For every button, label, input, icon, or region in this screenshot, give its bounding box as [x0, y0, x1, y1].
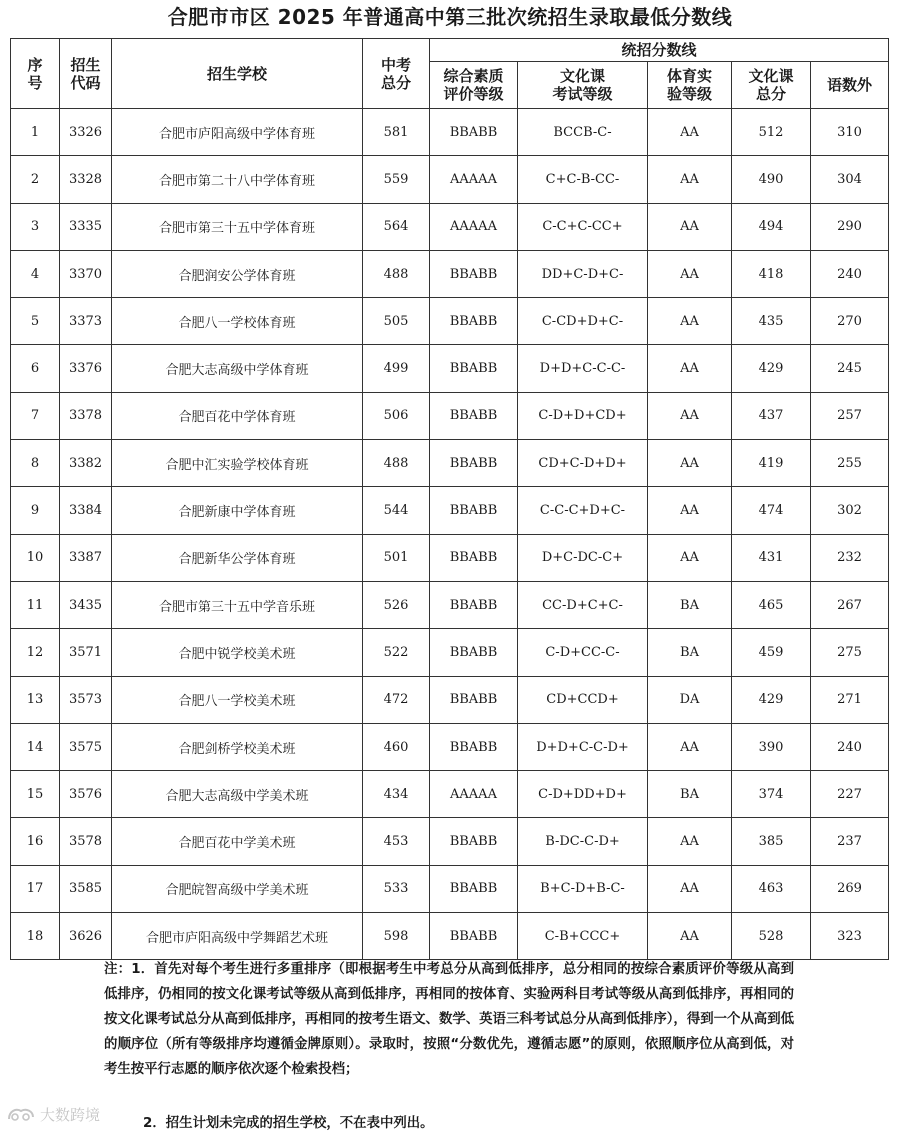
cell-total: 544 — [363, 487, 430, 534]
header-code: 招生 代码 — [60, 39, 112, 109]
cell-culture-total: 463 — [732, 865, 811, 912]
cell-culture-total: 419 — [732, 440, 811, 487]
cell-eval: AAAAA — [430, 771, 518, 818]
cell-seq: 18 — [11, 913, 60, 960]
cell-exam: B-DC-C-D+ — [518, 818, 648, 865]
cell-eval: BBABB — [430, 487, 518, 534]
cell-code: 3326 — [60, 109, 112, 156]
cell-cme: 232 — [811, 534, 889, 581]
cell-school: 合肥中汇实验学校体育班 — [112, 440, 363, 487]
cell-culture-total: 494 — [732, 203, 811, 250]
cell-cme: 245 — [811, 345, 889, 392]
cell-total: 522 — [363, 629, 430, 676]
table-row — [11, 487, 889, 534]
cell-pe: AA — [648, 723, 732, 770]
cell-code: 3571 — [60, 629, 112, 676]
cell-school: 合肥大志高级中学体育班 — [112, 345, 363, 392]
cell-eval: BBABB — [430, 392, 518, 439]
cell-exam: BCCB-C- — [518, 109, 648, 156]
header-eval: 综合素质 评价等级 — [430, 62, 518, 109]
cell-school: 合肥剑桥学校美术班 — [112, 723, 363, 770]
cell-eval: BBABB — [430, 629, 518, 676]
cell-code: 3575 — [60, 723, 112, 770]
cell-eval: BBABB — [430, 913, 518, 960]
cell-pe: AA — [648, 913, 732, 960]
table-row — [11, 440, 889, 487]
cell-seq: 3 — [11, 203, 60, 250]
table-row — [11, 865, 889, 912]
cell-pe: AA — [648, 865, 732, 912]
cell-eval: BBABB — [430, 109, 518, 156]
cell-code: 3573 — [60, 676, 112, 723]
table-row — [11, 534, 889, 581]
cell-seq: 7 — [11, 392, 60, 439]
cell-seq: 6 — [11, 345, 60, 392]
cell-pe: AA — [648, 392, 732, 439]
cell-total: 488 — [363, 250, 430, 297]
cell-total: 453 — [363, 818, 430, 865]
cell-seq: 14 — [11, 723, 60, 770]
cell-seq: 16 — [11, 818, 60, 865]
table-row — [11, 392, 889, 439]
cell-total: 501 — [363, 534, 430, 581]
cell-code: 3335 — [60, 203, 112, 250]
cell-total: 488 — [363, 440, 430, 487]
cell-code: 3435 — [60, 581, 112, 628]
cell-culture-total: 385 — [732, 818, 811, 865]
cell-cme: 275 — [811, 629, 889, 676]
cell-seq: 1 — [11, 109, 60, 156]
cell-exam: C-D+DD+D+ — [518, 771, 648, 818]
table-row — [11, 771, 889, 818]
cell-pe: AA — [648, 203, 732, 250]
cell-school: 合肥新康中学体育班 — [112, 487, 363, 534]
cell-cme: 269 — [811, 865, 889, 912]
note-2: 2．招生计划未完成的招生学校，不在表中列出。 — [143, 1116, 434, 1131]
table-row — [11, 913, 889, 960]
watermark — [6, 1104, 100, 1125]
cell-total: 564 — [363, 203, 430, 250]
cell-school: 合肥润安公学体育班 — [112, 250, 363, 297]
cell-exam: C-C-C+D+C- — [518, 487, 648, 534]
table-row — [11, 629, 889, 676]
table-row — [11, 581, 889, 628]
header-school: 招生学校 — [112, 39, 363, 109]
cell-eval: BBABB — [430, 865, 518, 912]
cell-school: 合肥百花中学美术班 — [112, 818, 363, 865]
cell-seq: 4 — [11, 250, 60, 297]
cell-total: 581 — [363, 109, 430, 156]
cell-cme: 271 — [811, 676, 889, 723]
cell-seq: 11 — [11, 581, 60, 628]
cell-total: 598 — [363, 913, 430, 960]
cell-culture-total: 431 — [732, 534, 811, 581]
header-pe: 体育实 验等级 — [648, 62, 732, 109]
cell-exam: CC-D+C+C- — [518, 581, 648, 628]
cell-culture-total: 429 — [732, 345, 811, 392]
cell-code: 3382 — [60, 440, 112, 487]
cell-school: 合肥市第三十五中学音乐班 — [112, 581, 363, 628]
cell-culture-total: 512 — [732, 109, 811, 156]
cell-culture-total: 429 — [732, 676, 811, 723]
cell-code: 3373 — [60, 298, 112, 345]
header-total: 中考 总分 — [363, 39, 430, 109]
cell-total: 533 — [363, 865, 430, 912]
note-1: 注：1．首先对每个考生进行多重排序（即根据考生中考总分从高到低排序，总分相同的按综合素质评价等级从高到低排序，仍相同的按文化课考试等级从高到低排序，再相同的按体育、实验两科目考试等级从高到低排序，再相同的按文化课考试总分从高到低排序，再相同的按考生语文、数学、英语三科考试总分从高到低排序），得到一个从高到低的顺序位（所有等级排序均遵循金牌原则）。录取时，按照“分数优先，遵循志愿”的原则，依照顺序位从高到低，对考生按平行志愿的顺序依次逐个检索投档； — [104, 962, 794, 1077]
cell-exam: CD+CCD+ — [518, 676, 648, 723]
cell-school: 合肥八一学校体育班 — [112, 298, 363, 345]
cell-code: 3585 — [60, 865, 112, 912]
cell-eval: AAAAA — [430, 203, 518, 250]
cell-pe: DA — [648, 676, 732, 723]
cell-school: 合肥中锐学校美术班 — [112, 629, 363, 676]
table-body — [11, 109, 889, 960]
cell-code: 3378 — [60, 392, 112, 439]
cell-code: 3626 — [60, 913, 112, 960]
cell-eval: BBABB — [430, 818, 518, 865]
admission-score-table — [10, 38, 889, 960]
cell-exam: D+C-DC-C+ — [518, 534, 648, 581]
cell-cme: 310 — [811, 109, 889, 156]
cell-seq: 5 — [11, 298, 60, 345]
cell-code: 3376 — [60, 345, 112, 392]
cell-exam: D+D+C-C-D+ — [518, 723, 648, 770]
header-cme: 语数外 — [811, 62, 889, 109]
cell-pe: AA — [648, 487, 732, 534]
cell-total: 460 — [363, 723, 430, 770]
cell-cme: 302 — [811, 487, 889, 534]
header-culture-total: 文化课 总分 — [732, 62, 811, 109]
cell-cme: 237 — [811, 818, 889, 865]
cell-school: 合肥市庐阳高级中学舞蹈艺术班 — [112, 913, 363, 960]
cell-exam: C-D+D+CD+ — [518, 392, 648, 439]
cell-culture-total: 459 — [732, 629, 811, 676]
cell-code: 3328 — [60, 156, 112, 203]
cell-seq: 8 — [11, 440, 60, 487]
cell-culture-total: 435 — [732, 298, 811, 345]
cell-pe: AA — [648, 534, 732, 581]
cell-cme: 227 — [811, 771, 889, 818]
cell-exam: C-B+CCC+ — [518, 913, 648, 960]
brand-logo-icon — [6, 1105, 36, 1125]
cell-exam: D+D+C-C-C- — [518, 345, 648, 392]
cell-total: 505 — [363, 298, 430, 345]
cell-exam: DD+C-D+C- — [518, 250, 648, 297]
cell-code: 3576 — [60, 771, 112, 818]
cell-total: 499 — [363, 345, 430, 392]
cell-seq: 9 — [11, 487, 60, 534]
table-row — [11, 109, 889, 156]
cell-school: 合肥市第二十八中学体育班 — [112, 156, 363, 203]
cell-pe: AA — [648, 345, 732, 392]
cell-cme: 240 — [811, 250, 889, 297]
watermark-text: 大数跨境 — [40, 1106, 101, 1124]
cell-total: 559 — [363, 156, 430, 203]
cell-eval: BBABB — [430, 345, 518, 392]
cell-school: 合肥新华公学体育班 — [112, 534, 363, 581]
table-row — [11, 156, 889, 203]
cell-cme: 323 — [811, 913, 889, 960]
cell-cme: 304 — [811, 156, 889, 203]
cell-seq: 15 — [11, 771, 60, 818]
cell-code: 3578 — [60, 818, 112, 865]
table-row — [11, 345, 889, 392]
cell-school: 合肥市庐阳高级中学体育班 — [112, 109, 363, 156]
cell-culture-total: 418 — [732, 250, 811, 297]
cell-school: 合肥八一学校美术班 — [112, 676, 363, 723]
cell-cme: 270 — [811, 298, 889, 345]
cell-exam: C-C+C-CC+ — [518, 203, 648, 250]
cell-culture-total: 528 — [732, 913, 811, 960]
cell-pe: BA — [648, 629, 732, 676]
cell-seq: 10 — [11, 534, 60, 581]
cell-exam: C+C-B-CC- — [518, 156, 648, 203]
cell-eval: BBABB — [430, 440, 518, 487]
cell-culture-total: 465 — [732, 581, 811, 628]
table-row — [11, 723, 889, 770]
cell-pe: BA — [648, 581, 732, 628]
cell-eval: BBABB — [430, 723, 518, 770]
cell-school: 合肥皖智高级中学美术班 — [112, 865, 363, 912]
cell-cme: 257 — [811, 392, 889, 439]
cell-pe: AA — [648, 156, 732, 203]
cell-total: 434 — [363, 771, 430, 818]
page-title: 合肥市市区 2025 年普通高中第三批次统招生录取最低分数线 — [167, 5, 733, 29]
table-row — [11, 298, 889, 345]
cell-culture-total: 390 — [732, 723, 811, 770]
cell-culture-total: 437 — [732, 392, 811, 439]
cell-code: 3384 — [60, 487, 112, 534]
cell-seq: 13 — [11, 676, 60, 723]
cell-exam: C-D+CC-C- — [518, 629, 648, 676]
cell-pe: AA — [648, 250, 732, 297]
cell-school: 合肥市第三十五中学体育班 — [112, 203, 363, 250]
cell-cme: 240 — [811, 723, 889, 770]
cell-school: 合肥大志高级中学美术班 — [112, 771, 363, 818]
table-row — [11, 203, 889, 250]
cell-eval: BBABB — [430, 250, 518, 297]
cell-exam: C-CD+D+C- — [518, 298, 648, 345]
cell-exam: B+C-D+B-C- — [518, 865, 648, 912]
cell-pe: AA — [648, 298, 732, 345]
cell-eval: BBABB — [430, 581, 518, 628]
header-score-group: 统招分数线 — [430, 39, 889, 62]
cell-eval: BBABB — [430, 298, 518, 345]
table-row — [11, 676, 889, 723]
cell-seq: 17 — [11, 865, 60, 912]
cell-cme: 290 — [811, 203, 889, 250]
cell-seq: 12 — [11, 629, 60, 676]
table-row — [11, 818, 889, 865]
table-row — [11, 250, 889, 297]
header-exam: 文化课 考试等级 — [518, 62, 648, 109]
cell-pe: AA — [648, 440, 732, 487]
cell-eval: BBABB — [430, 534, 518, 581]
cell-total: 472 — [363, 676, 430, 723]
cell-total: 506 — [363, 392, 430, 439]
cell-culture-total: 374 — [732, 771, 811, 818]
cell-culture-total: 490 — [732, 156, 811, 203]
cell-exam: CD+C-D+D+ — [518, 440, 648, 487]
cell-eval: BBABB — [430, 676, 518, 723]
cell-pe: BA — [648, 771, 732, 818]
cell-eval: AAAAA — [430, 156, 518, 203]
cell-code: 3387 — [60, 534, 112, 581]
cell-total: 526 — [363, 581, 430, 628]
header-seq: 序 号 — [11, 39, 60, 109]
cell-code: 3370 — [60, 250, 112, 297]
cell-seq: 2 — [11, 156, 60, 203]
cell-school: 合肥百花中学体育班 — [112, 392, 363, 439]
cell-culture-total: 474 — [732, 487, 811, 534]
cell-pe: AA — [648, 818, 732, 865]
cell-cme: 267 — [811, 581, 889, 628]
cell-cme: 255 — [811, 440, 889, 487]
cell-pe: AA — [648, 109, 732, 156]
